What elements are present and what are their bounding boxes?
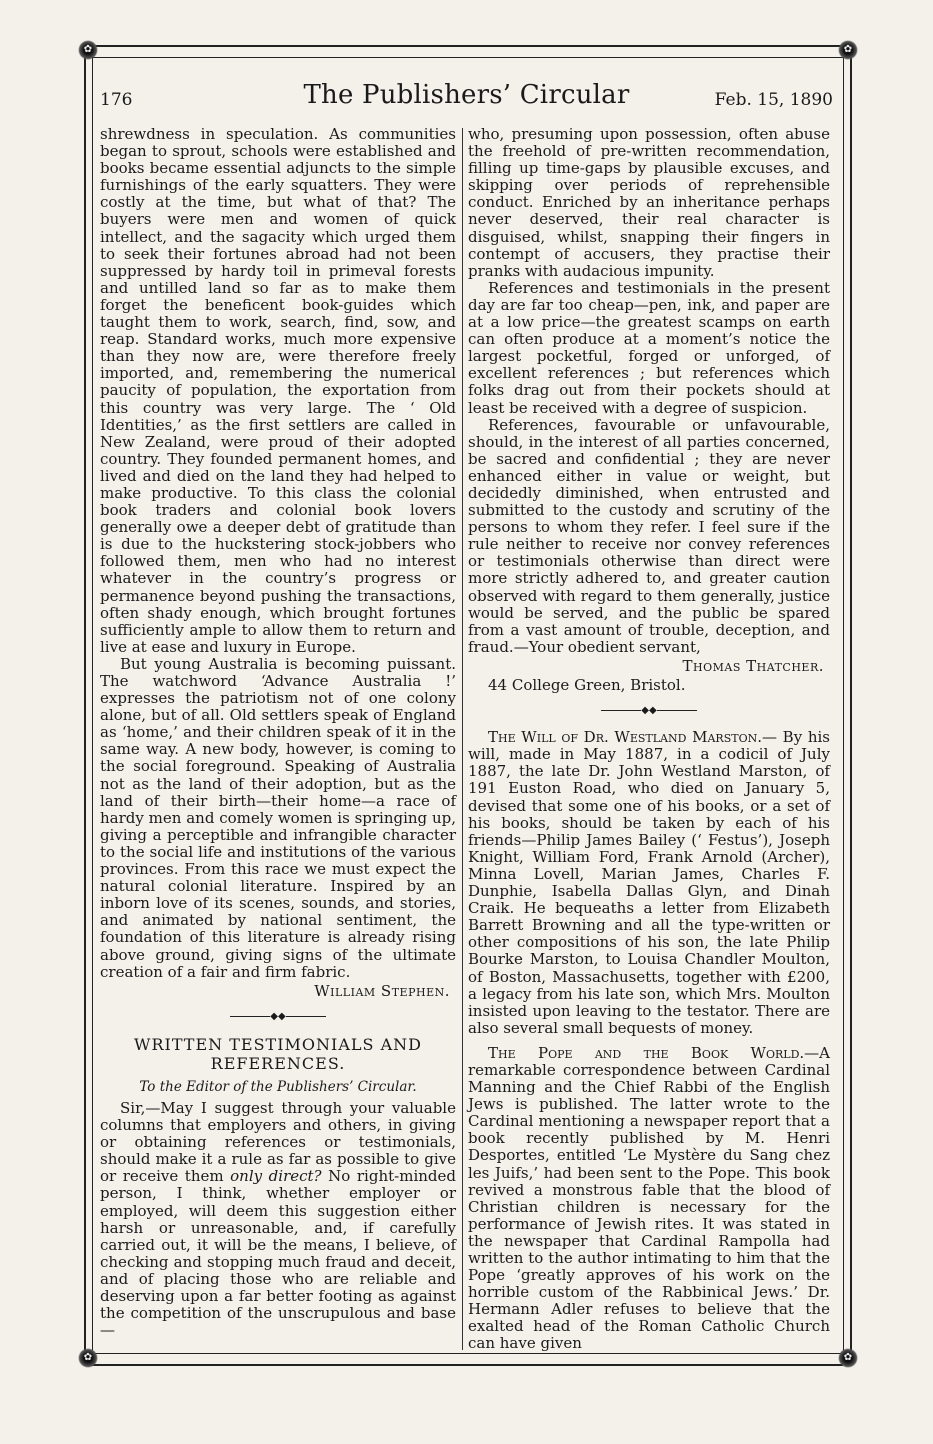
- ornament-icon: ✿: [78, 1348, 98, 1368]
- news-item-title: The Will of Dr. Westland Marston.—: [488, 728, 777, 747]
- letter-text: No right-minded person, I think, whether employer or employed, will deem this suggestion either harsh or unreasonable, and, if carefully carried out, it will be the means, I believe, of checking and stopping much fraud and deceit, and of placing those who are reliable and deserving upon a far better footing as against the competition of the unscrupulous and base—: [100, 1167, 456, 1340]
- right-column: [468, 126, 830, 1353]
- border-top: [90, 45, 843, 58]
- emphasis-text: only direct?: [230, 1167, 322, 1186]
- page-number: 176: [100, 90, 133, 110]
- article-paragraph: References and testimonials in the present day are far too cheap—pen, ink, and paper are at a low price—the greatest scamps on earth can often produce at a moment’s notice the largest pocketful, forged or unforged, of excellent references ; but references which folks drag out from their pockets should at least be received with a degree of suspicion.: [468, 278, 830, 417]
- ornament-icon: ✿: [838, 40, 858, 60]
- news-item-body: By his will, made in May 1887, in a codicil of July 1887, the late Dr. John Westland Marston, of 191 Euston Road, who died on January 5, devised that some one of his books, or a set of his books, should be taken by each of his friends—Philip James Bailey (‘ Festus’), Joseph Knight, William Ford, Frank Arnold (Archer), Minna Lovell, Marian James, Charles F. Dunphie, Isabella Dallas Glyn, and Dinah Craik. He bequeaths a letter from Elizabeth Barrett Browning and all the type-written or other compositions of his son, the late Philip Bourke Marston, to Louisa Chandler Moulton, of Boston, Massachusetts, together with £200, a legacy from his late son, which Mrs. Moulton insisted upon leaving to the testator. There are also several small bequests of money.: [468, 728, 830, 1037]
- news-item: [468, 1045, 830, 1353]
- section-separator: ◆◆: [468, 702, 830, 719]
- section-separator: ◆◆: [100, 1008, 456, 1025]
- border-right: [843, 48, 852, 1360]
- column-divider: [462, 128, 463, 1350]
- article-paragraph: [100, 1100, 456, 1339]
- news-item-title: The Pope and the Book World.—: [488, 1043, 820, 1062]
- article-subheading: To the Editor of the Publishers’ Circular.: [139, 1078, 417, 1095]
- article-paragraph: shrewdness in speculation. As communities began to sprout, schools were established and books became essential adjuncts to the simple furnishings of the early squatters. They were costly at the time, but what of that? The buyers were men and women of quick intellect, and the sagacity which urged them to seek their fortunes abroad had not been suppressed by hardy toil in primeval forests and untilled land so far as to make them forget the beneficent book-guides which taught them to work, search, find, sow, and reap. Standard works, much more expensive than they now are, were therefore freely imported, and, remembering the numerical paucity of population, the exportation from this country was very large. The ‘ Old Identities,’ as the first settlers are called in New Zealand, were proud of their adopted country. They founded permanent homes, and lived and died on the land they had helped to make productive. To this class the colonial book traders and colonial book lovers generally owe a deeper debt of gratitude than is due to the huckstering stock-jobbers who followed them, men who had no interest whatever in the country’s progress or permanence beyond pushing the transactions, often shady enough, which brought fortunes sufficiently ample to allow them to return and live at ease and luxury in Europe.: [100, 125, 456, 656]
- author-signature: William Stephen.: [314, 981, 450, 1000]
- article-paragraph: But young Australia is becoming puissant. The watchword ‘Advance Australia !’ expresses the patriotism not of one colony alone, but of all. Old settlers speak of England as ‘home,’ and their children speak of it in the same way. A new body, however, is coming to the social foreground. Speaking of Australia not as the land of their adoption, but as the land of their birth—their home—a race of hardy men and comely women is springing up, giving a perceptible and infrangible character to the social life and institutions of the various provinces. From this race we must expect the natural colonial literature. Inspired by an inborn love of its scenes, sounds, and stories, and animated by national sentiment, the foundation of this literature is already rising above ground, giving signs of the ultimate creation of a fair and firm fabric.: [100, 654, 456, 981]
- article-heading: WRITTEN TESTIMONIALS AND REFERENCES.: [134, 1034, 422, 1073]
- article-paragraph: References, favourable or unfavourable, should, in the interest of all parties concerned, be sacred and confidential ; they are never enhanced either in value or weight, but decidedly diminished, when entrusted and submitted to the custody and scrutiny of the persons to whom they refer. I feel sure if the rule neither to receive nor convey references or testimonials otherwise than direct were more strictly adhered to, and greater caution observed with regard to them generally, justice would be served, and the public be spared from a vast amount of trouble, deception, and fraud.—Your obedient servant,: [468, 415, 830, 656]
- issue-date: Feb. 15, 1890: [714, 90, 833, 110]
- author-signature: Thomas Thatcher.: [682, 656, 824, 675]
- border-left: [84, 48, 93, 1360]
- article-paragraph: who, presuming upon possession, often abuse the freehold of pre-written recommendation, filling up time-gaps by plausible excuses, and skipping over periods of reprehensible conduct. Enriched by an inheritance perhaps never deserved, their real character is disguised, whilst, snapping their fingers in contempt of accusers, they practise their pranks with audacious impunity.: [468, 125, 830, 280]
- author-address: 44 College Green, Bristol.: [488, 676, 686, 694]
- ornament-icon: ✿: [78, 40, 98, 60]
- page-title: The Publishers’ Circular: [303, 80, 630, 110]
- page-header: [100, 80, 833, 114]
- ornament-icon: ✿: [838, 1348, 858, 1368]
- left-column: [100, 126, 456, 1339]
- letter-text: Sir,—May I suggest through your valuable columns that employers and others, in giving or obtaining references or testimonials, should make it a rule as far as possible to give or receive them: [100, 1098, 456, 1186]
- news-item: [468, 729, 830, 1037]
- border-bottom: [90, 1353, 843, 1366]
- news-item-body: A remarkable correspondence between Cardinal Manning and the Chief Rabbi of the English Jews is published. The latter wrote to the Cardinal mentioning a newspaper report that a book recently published by M. Henri Desportes, entitled ‘Le Mystère du Sang chez les Juifs,’ had been sent to the Pope. This book revived a monstrous fable that the blood of Christian children is necessary for the performance of Jewish rites. It was stated in the newspaper that Cardinal Rampolla had written to the author intimating to him that the Pope ‘greatly approves of his work on the horrible custom of the Rabbinical Jews.’ Dr. Hermann Adler refuses to believe that the exalted head of the Roman Catholic Church can have given: [468, 1043, 830, 1353]
